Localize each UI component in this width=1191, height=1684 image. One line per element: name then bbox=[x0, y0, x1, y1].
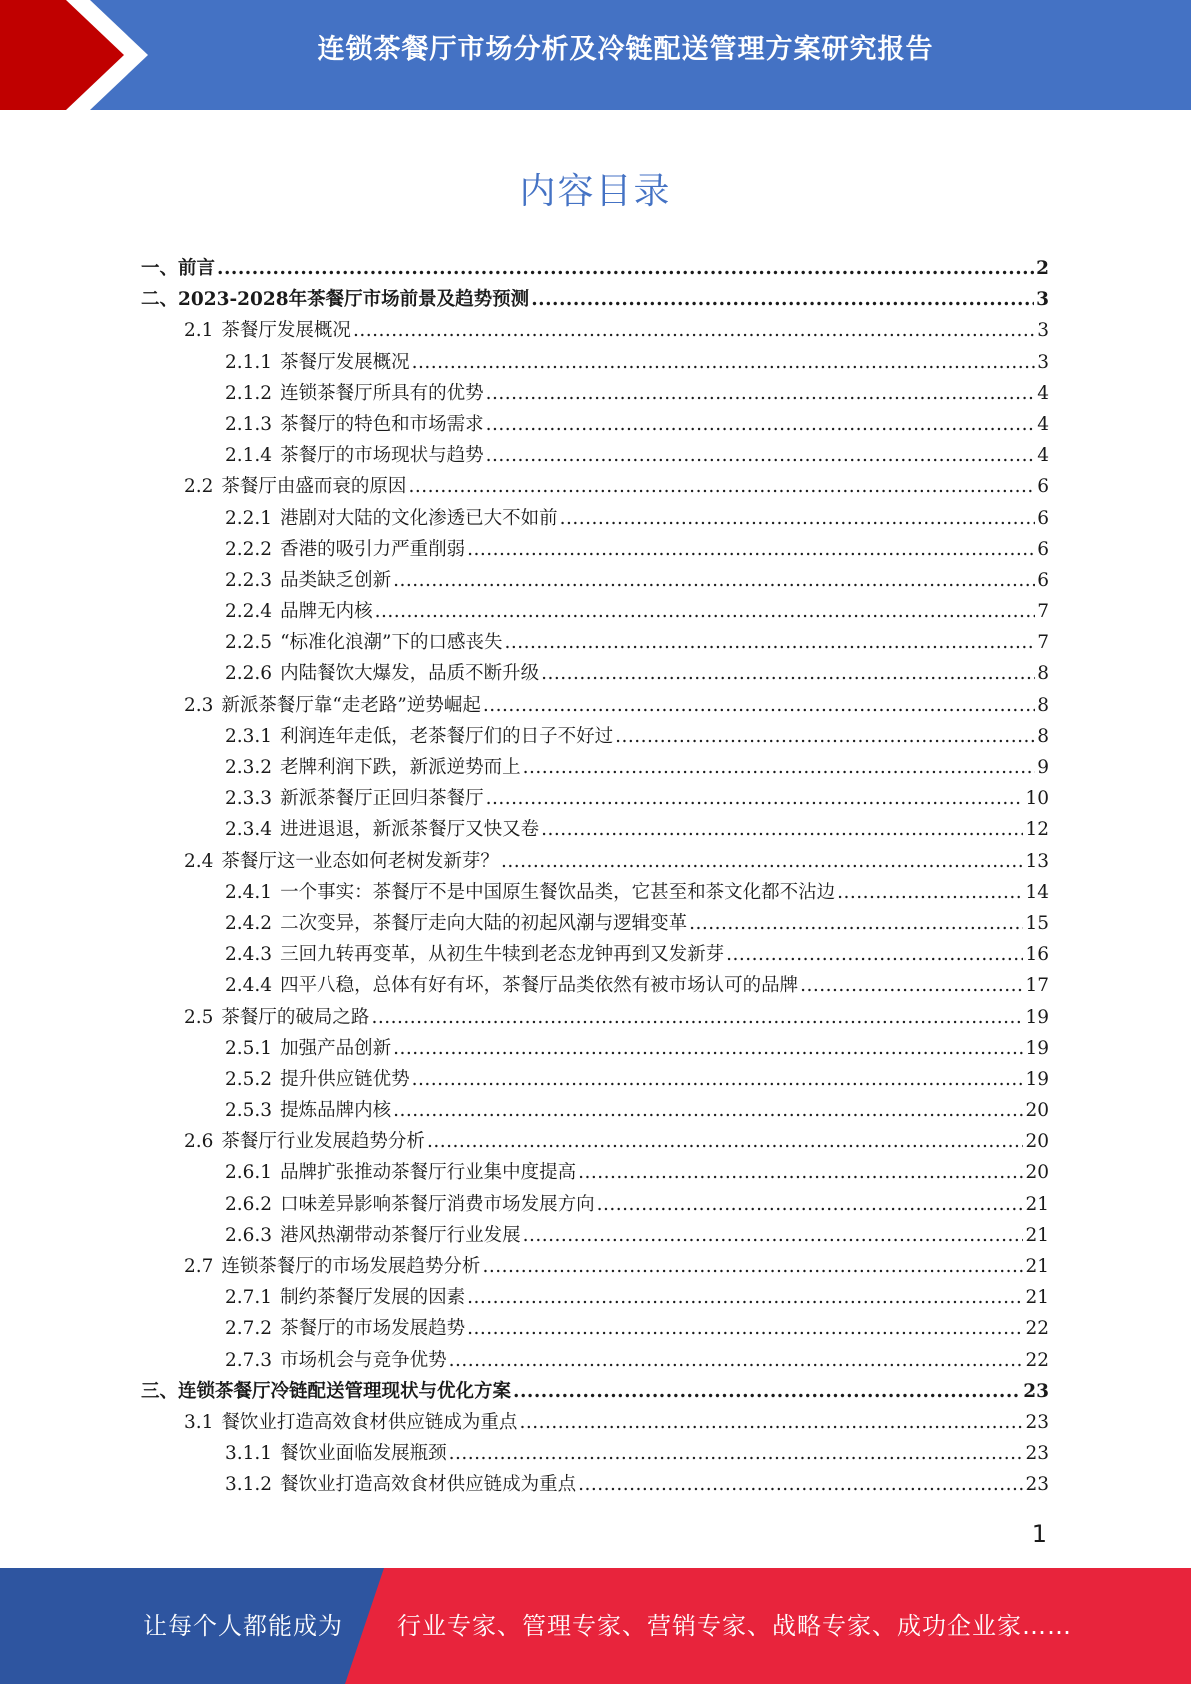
toc-entry-page: 8 bbox=[1037, 725, 1049, 747]
toc-entry[interactable] bbox=[141, 1220, 1049, 1251]
page-number: 1 bbox=[1031, 1520, 1047, 1548]
toc-entry-title: 连锁茶餐厅的市场发展趋势分析 bbox=[221, 1256, 481, 1277]
toc-entry-page: 20 bbox=[1025, 1131, 1049, 1153]
toc-dot-leader bbox=[375, 596, 1036, 627]
toc-entry-number: 2.4.3 bbox=[225, 944, 273, 966]
toc-entry[interactable] bbox=[141, 752, 1049, 783]
toc-dot-leader bbox=[726, 939, 1023, 970]
toc-dot-leader bbox=[371, 1002, 1023, 1033]
toc-entry-page: 6 bbox=[1037, 476, 1049, 498]
toc-dot-leader bbox=[427, 1126, 1024, 1157]
toc-entry-title: “标准化浪潮”下的口感丧失 bbox=[280, 632, 503, 654]
toc-entry-title: 茶餐厅这一业态如何老树发新芽？ bbox=[221, 850, 499, 872]
toc-entry-number: 2.3.3 bbox=[225, 788, 273, 810]
toc-entry-page: 22 bbox=[1025, 1349, 1049, 1371]
toc-entry-page: 2 bbox=[1036, 258, 1049, 279]
toc-entry-page: 8 bbox=[1037, 694, 1049, 716]
toc-entry[interactable] bbox=[141, 1189, 1049, 1220]
toc-entry[interactable] bbox=[141, 440, 1049, 471]
toc-entry-title: 茶餐厅的破局之路 bbox=[221, 1006, 370, 1028]
toc-entry-page: 21 bbox=[1025, 1256, 1049, 1277]
toc-entry-number: 2.6.3 bbox=[225, 1224, 273, 1246]
toc-entry-page: 7 bbox=[1037, 632, 1049, 654]
table-of-contents bbox=[141, 253, 1049, 1501]
toc-dot-leader bbox=[578, 1469, 1023, 1500]
toc-dot-leader bbox=[486, 378, 1036, 409]
toc-entry[interactable] bbox=[141, 1064, 1049, 1095]
toc-entry[interactable] bbox=[141, 253, 1049, 284]
toc-entry-title: 茶餐厅的市场发展趋势 bbox=[280, 1318, 466, 1340]
toc-entry-title: 港剧对大陆的文化渗透已大不如前 bbox=[280, 507, 558, 529]
toc-entry[interactable] bbox=[141, 939, 1049, 970]
toc-entry-number: 2.1.2 bbox=[225, 382, 273, 404]
toc-dot-leader bbox=[486, 409, 1036, 440]
toc-entry-page: 21 bbox=[1025, 1193, 1049, 1215]
toc-entry-page: 4 bbox=[1037, 445, 1049, 467]
toc-entry-title: 品牌无内核 bbox=[280, 601, 373, 623]
toc-entry-number: 2.2.3 bbox=[225, 569, 273, 591]
toc-entry[interactable] bbox=[141, 596, 1049, 627]
toc-entry-title: 三回九转再变革，从初生牛犊到老态龙钟再到又发新芽 bbox=[280, 944, 725, 966]
toc-entry[interactable] bbox=[141, 1469, 1049, 1500]
toc-dot-leader bbox=[412, 347, 1036, 378]
toc-entry-title: 连锁茶餐厅冷链配送管理现状与优化方案 bbox=[178, 1380, 512, 1402]
header-banner bbox=[0, 0, 1191, 110]
toc-entry-number: 2.1 bbox=[184, 320, 214, 342]
toc-entry-number: 2.3 bbox=[184, 694, 214, 716]
toc-entry[interactable] bbox=[141, 1345, 1049, 1376]
toc-entry-page: 14 bbox=[1025, 881, 1049, 903]
toc-entry-page: 23 bbox=[1025, 1474, 1049, 1496]
toc-entry-number: 2.1.4 bbox=[225, 445, 273, 467]
toc-entry-number: 2.2.2 bbox=[225, 538, 273, 560]
toc-entry-number: 2.3.1 bbox=[225, 725, 273, 747]
toc-heading: 内容目录 bbox=[519, 171, 672, 212]
toc-entry-title: 餐饮业打造高效食材供应链成为重点 bbox=[280, 1474, 577, 1496]
toc-entry-page: 8 bbox=[1037, 663, 1049, 685]
toc-entry-page: 16 bbox=[1025, 944, 1049, 966]
toc-entry-number: 2.2 bbox=[184, 476, 214, 498]
toc-entry-title: 茶餐厅的市场现状与趋势 bbox=[280, 445, 484, 467]
toc-dot-leader bbox=[505, 627, 1036, 658]
toc-entry[interactable] bbox=[141, 1126, 1049, 1157]
toc-entry-number: 2.6.1 bbox=[225, 1162, 273, 1184]
toc-entry-number: 2.1.1 bbox=[225, 351, 273, 373]
toc-entry-page: 17 bbox=[1025, 975, 1049, 997]
toc-entry[interactable] bbox=[141, 908, 1049, 939]
toc-entry[interactable] bbox=[141, 690, 1049, 721]
toc-entry-title: 二次变异，茶餐厅走向大陆的初起风潮与逻辑变革 bbox=[280, 912, 688, 934]
toc-dot-leader bbox=[393, 565, 1035, 596]
toc-entry-page: 22 bbox=[1025, 1318, 1049, 1340]
report-title: 连锁茶餐厅市场分析及冷链配送管理方案研究报告 bbox=[317, 34, 934, 65]
toc-dot-leader bbox=[482, 1251, 1023, 1282]
toc-entry-number: 2.6.2 bbox=[225, 1193, 273, 1215]
toc-dot-leader bbox=[523, 1220, 1024, 1251]
toc-entry-title: 新派茶餐厅靠“走老路”逆势崛起 bbox=[221, 694, 481, 716]
toc-dot-leader bbox=[531, 284, 1034, 315]
toc-entry-page: 6 bbox=[1037, 538, 1049, 560]
toc-entry-title: 市场机会与竞争优势 bbox=[280, 1349, 447, 1371]
toc-entry-page: 20 bbox=[1025, 1162, 1049, 1184]
toc-entry-page: 23 bbox=[1025, 1411, 1049, 1433]
toc-entry-page: 12 bbox=[1025, 819, 1049, 841]
toc-entry-number: 一、 bbox=[141, 258, 179, 279]
toc-entry-number: 2.3.2 bbox=[225, 757, 273, 778]
toc-dot-leader bbox=[449, 1345, 1024, 1376]
toc-entry[interactable] bbox=[141, 1033, 1049, 1064]
toc-dot-leader bbox=[217, 253, 1034, 284]
toc-entry-title: 茶餐厅行业发展趋势分析 bbox=[221, 1131, 425, 1153]
toc-dot-leader bbox=[486, 440, 1036, 471]
toc-entry-title: 连锁茶餐厅所具有的优势 bbox=[280, 382, 484, 404]
toc-entry[interactable] bbox=[141, 846, 1049, 877]
toc-entry[interactable] bbox=[141, 1438, 1049, 1469]
toc-dot-leader bbox=[408, 471, 1035, 502]
toc-entry-number: 2.4.2 bbox=[225, 912, 273, 934]
toc-entry-page: 4 bbox=[1037, 413, 1049, 435]
toc-dot-leader bbox=[501, 846, 1024, 877]
toc-entry-title: 茶餐厅由盛而衰的原因 bbox=[221, 476, 407, 498]
toc-entry-title: 品牌扩张推动茶餐厅行业集中度提高 bbox=[280, 1162, 577, 1184]
toc-entry-page: 19 bbox=[1025, 1037, 1049, 1059]
toc-entry-number: 2.5.1 bbox=[225, 1037, 273, 1059]
toc-dot-leader bbox=[519, 1407, 1023, 1438]
footer-slogan-left: 让每个人都能成为 bbox=[143, 1612, 343, 1640]
toc-entry[interactable] bbox=[141, 347, 1049, 378]
toc-entry-title: 餐饮业打造高效食材供应链成为重点 bbox=[221, 1411, 518, 1433]
toc-entry-page: 21 bbox=[1025, 1224, 1049, 1246]
toc-dot-leader bbox=[353, 315, 1035, 346]
toc-entry-page: 3 bbox=[1036, 289, 1049, 311]
toc-entry-number: 2.7.3 bbox=[225, 1349, 273, 1371]
toc-entry[interactable] bbox=[141, 658, 1049, 689]
toc-entry-page: 9 bbox=[1037, 757, 1049, 778]
toc-dot-leader bbox=[560, 503, 1036, 534]
toc-entry-number: 2.7.2 bbox=[225, 1318, 273, 1340]
toc-entry[interactable] bbox=[141, 970, 1049, 1001]
toc-entry-title: 一个事实：茶餐厅不是中国原生餐饮品类，它甚至和茶文化都不沾边 bbox=[280, 881, 836, 903]
toc-entry-number: 2.5.2 bbox=[225, 1068, 273, 1090]
toc-dot-leader bbox=[393, 1095, 1023, 1126]
toc-dot-leader bbox=[523, 752, 1036, 783]
toc-entry-number: 2.1.3 bbox=[225, 413, 273, 435]
toc-entry-title: 新派茶餐厅正回归茶餐厅 bbox=[280, 788, 484, 810]
toc-dot-leader bbox=[412, 1064, 1024, 1095]
toc-entry-number: 三、 bbox=[141, 1380, 179, 1402]
toc-entry-title: 加强产品创新 bbox=[280, 1037, 392, 1059]
toc-entry-number: 2.3.4 bbox=[225, 819, 273, 841]
toc-entry[interactable] bbox=[141, 1407, 1049, 1438]
toc-entry[interactable] bbox=[141, 1282, 1049, 1313]
toc-entry-title: 口味差异影响茶餐厅消费市场发展方向 bbox=[280, 1193, 595, 1215]
toc-entry-page: 4 bbox=[1037, 382, 1049, 404]
toc-entry-page: 10 bbox=[1025, 788, 1049, 810]
toc-entry-page: 6 bbox=[1037, 507, 1049, 529]
footer-slogan-right: 行业专家、管理专家、营销专家、战略专家、成功企业家…… bbox=[397, 1612, 1072, 1640]
toc-entry[interactable] bbox=[141, 721, 1049, 752]
toc-entry-page: 6 bbox=[1037, 569, 1049, 591]
toc-entry-number: 2.4 bbox=[184, 850, 214, 872]
toc-dot-leader bbox=[615, 721, 1035, 752]
toc-entry-title: 香港的吸引力严重削弱 bbox=[280, 538, 466, 560]
toc-entry[interactable] bbox=[141, 814, 1049, 845]
toc-dot-leader bbox=[578, 1157, 1023, 1188]
toc-dot-leader bbox=[393, 1033, 1023, 1064]
toc-entry-title: 茶餐厅发展概况 bbox=[280, 351, 410, 373]
toc-entry[interactable] bbox=[141, 1376, 1049, 1407]
toc-entry-page: 13 bbox=[1025, 850, 1049, 872]
toc-entry-page: 3 bbox=[1037, 351, 1049, 373]
toc-entry-title: 港风热潮带动茶餐厅行业发展 bbox=[280, 1224, 521, 1246]
toc-dot-leader bbox=[467, 1313, 1023, 1344]
toc-dot-leader bbox=[597, 1189, 1024, 1220]
toc-entry-page: 23 bbox=[1025, 1443, 1049, 1465]
toc-entry[interactable] bbox=[141, 315, 1049, 346]
toc-dot-leader bbox=[837, 877, 1023, 908]
toc-dot-leader bbox=[689, 908, 1023, 939]
toc-entry-number: 2.2.1 bbox=[225, 507, 273, 529]
toc-entry[interactable] bbox=[141, 1095, 1049, 1126]
toc-dot-leader bbox=[541, 658, 1035, 689]
toc-entry-number: 2.7.1 bbox=[225, 1287, 273, 1309]
toc-entry[interactable] bbox=[141, 471, 1049, 502]
toc-entry[interactable] bbox=[141, 1313, 1049, 1344]
toc-entry-number: 2.2.6 bbox=[225, 663, 273, 685]
toc-entry-page: 23 bbox=[1023, 1380, 1049, 1402]
toc-entry-title: 利润连年走低，老茶餐厅们的日子不好过 bbox=[280, 725, 614, 747]
toc-entry-page: 20 bbox=[1025, 1100, 1049, 1122]
toc-dot-leader bbox=[486, 783, 1024, 814]
toc-entry-number: 2.4.4 bbox=[225, 975, 273, 997]
toc-dot-leader bbox=[483, 690, 1035, 721]
toc-entry-title: 2023-2028年茶餐厅市场前景及趋势预测 bbox=[178, 289, 530, 311]
toc-dot-leader bbox=[800, 970, 1023, 1001]
toc-dot-leader bbox=[449, 1438, 1024, 1469]
toc-entry-title: 内陆餐饮大爆发，品质不断升级 bbox=[280, 663, 540, 685]
toc-entry[interactable] bbox=[141, 627, 1049, 658]
toc-entry-title: 老牌利润下跌，新派逆势而上 bbox=[280, 757, 521, 778]
toc-entry-page: 15 bbox=[1025, 912, 1049, 934]
toc-entry[interactable] bbox=[141, 503, 1049, 534]
toc-entry[interactable] bbox=[141, 534, 1049, 565]
toc-entry-title: 餐饮业面临发展瓶颈 bbox=[280, 1443, 447, 1465]
toc-entry-number: 3.1.1 bbox=[225, 1443, 273, 1465]
toc-entry[interactable] bbox=[141, 1157, 1049, 1188]
toc-entry-number: 2.4.1 bbox=[225, 881, 273, 903]
toc-entry-page: 3 bbox=[1037, 320, 1049, 342]
toc-entry-page: 19 bbox=[1025, 1006, 1049, 1028]
toc-entry-title: 品类缺乏创新 bbox=[280, 569, 392, 591]
toc-entry-number: 2.5.3 bbox=[225, 1100, 273, 1122]
toc-entry-title: 提升供应链优势 bbox=[280, 1068, 410, 1090]
toc-entry-number: 2.2.5 bbox=[225, 632, 273, 654]
toc-entry-page: 7 bbox=[1037, 601, 1049, 623]
footer-banner bbox=[0, 1568, 1191, 1684]
toc-entry-title: 提炼品牌内核 bbox=[280, 1100, 392, 1122]
toc-entry-number: 2.6 bbox=[184, 1131, 214, 1153]
toc-dot-leader bbox=[467, 1282, 1023, 1313]
toc-dot-leader bbox=[541, 814, 1023, 845]
toc-entry-title: 制约茶餐厅发展的因素 bbox=[280, 1287, 466, 1309]
toc-entry[interactable] bbox=[141, 1002, 1049, 1033]
toc-entry-page: 21 bbox=[1025, 1287, 1049, 1309]
toc-entry-title: 进进退退，新派茶餐厅又快又卷 bbox=[280, 819, 540, 841]
toc-entry-number: 3.1.2 bbox=[225, 1474, 273, 1496]
toc-entry[interactable] bbox=[141, 284, 1049, 315]
toc-entry-title: 茶餐厅的特色和市场需求 bbox=[280, 413, 484, 435]
toc-entry[interactable] bbox=[141, 1251, 1049, 1282]
toc-entry-number: 二、 bbox=[141, 289, 179, 311]
toc-entry[interactable] bbox=[141, 378, 1049, 409]
toc-entry-page: 19 bbox=[1025, 1068, 1049, 1090]
toc-entry-title: 前言 bbox=[178, 258, 216, 279]
toc-entry-title: 四平八稳，总体有好有坏，茶餐厅品类依然有被市场认可的品牌 bbox=[280, 975, 799, 997]
toc-entry-number: 2.5 bbox=[184, 1006, 214, 1028]
toc-entry[interactable] bbox=[141, 783, 1049, 814]
toc-dot-leader bbox=[513, 1376, 1021, 1407]
toc-entry[interactable] bbox=[141, 565, 1049, 596]
toc-entry-title: 茶餐厅发展概况 bbox=[221, 320, 351, 342]
toc-dot-leader bbox=[467, 534, 1035, 565]
toc-entry-number: 2.2.4 bbox=[225, 601, 273, 623]
toc-entry[interactable] bbox=[141, 877, 1049, 908]
toc-entry-number: 3.1 bbox=[184, 1411, 214, 1433]
toc-entry-number: 2.7 bbox=[184, 1256, 214, 1277]
toc-entry[interactable] bbox=[141, 409, 1049, 440]
